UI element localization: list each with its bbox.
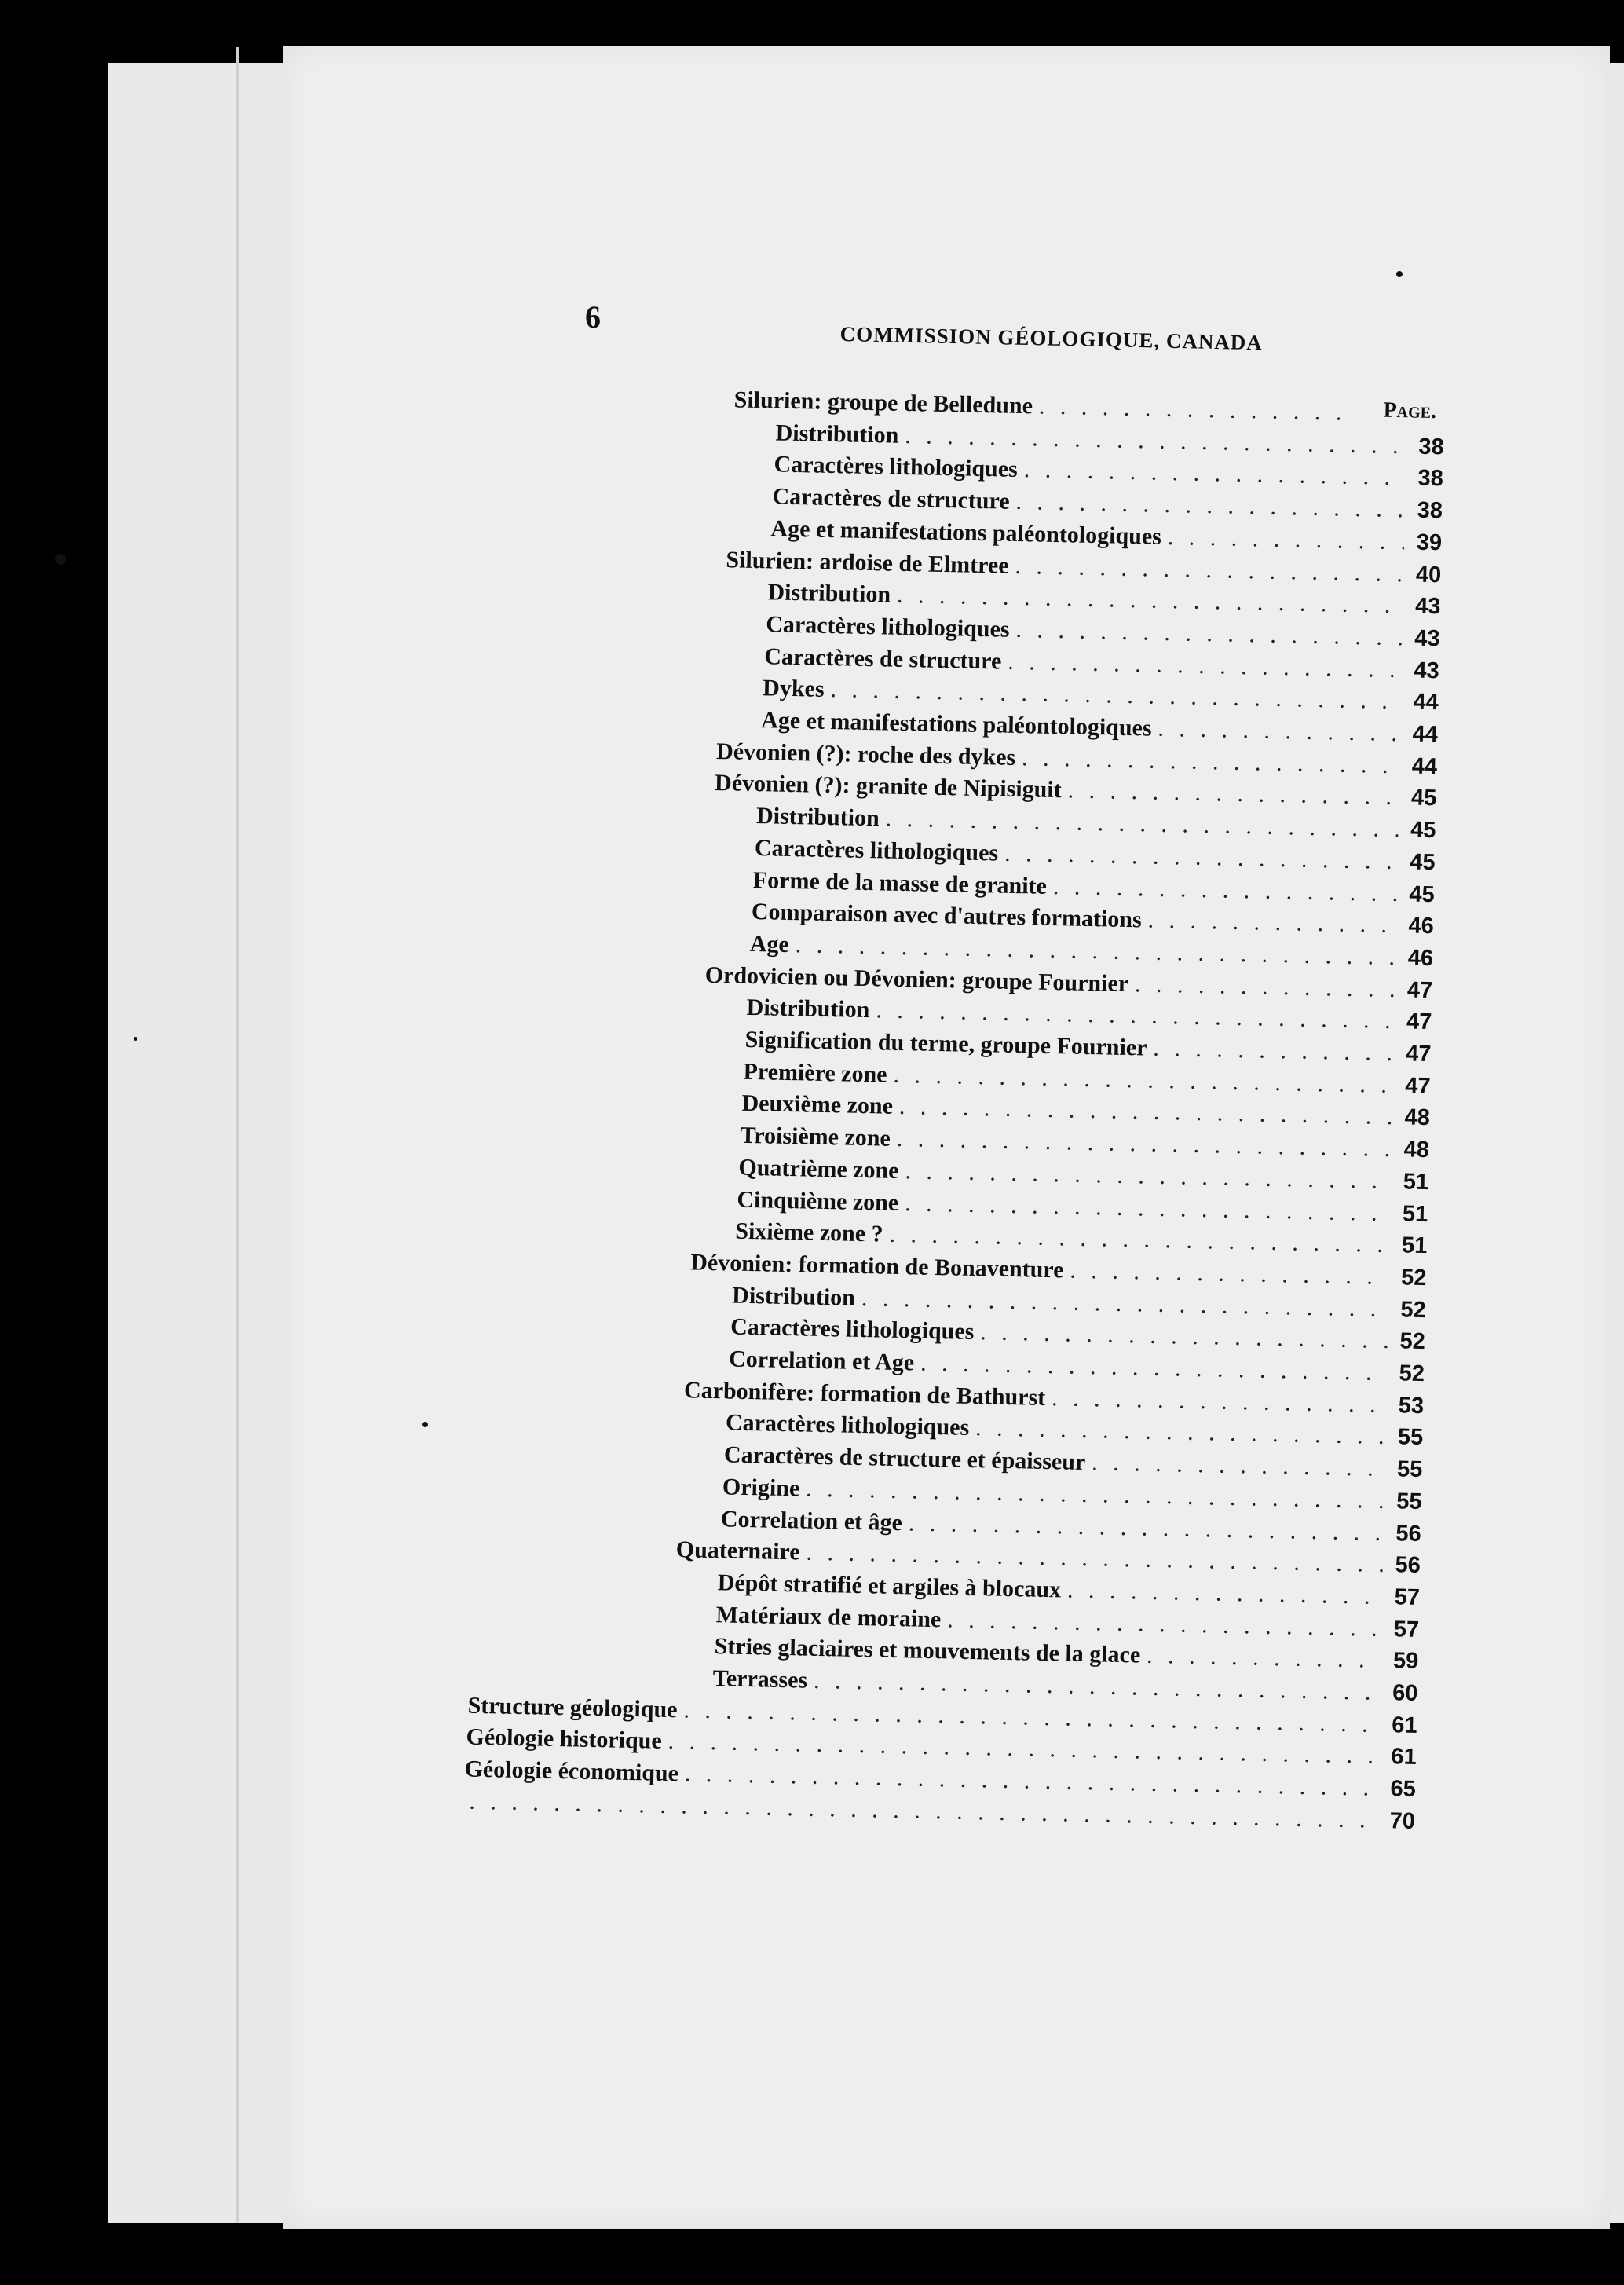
toc-entry-label: Correlation et Age [728,1346,915,1376]
toc-entry-page: 52 [1399,1360,1425,1387]
toc-entry-page: 56 [1395,1520,1422,1547]
toc-entry-label: Age et manifestations paléontologiques [770,515,1162,550]
toc-entry-label: Structure géologique [467,1692,678,1723]
leader-dots [1128,971,1395,1003]
toc-entry-label: Distribution [775,419,899,449]
toc-entry-label: Origine [722,1474,800,1502]
toc-entry-page: 55 [1396,1456,1423,1483]
leader-dots [1161,524,1405,555]
leader-dots [1147,1035,1394,1067]
toc-entry-page: 45 [1409,881,1436,907]
toc-entry-page: 57 [1393,1616,1420,1642]
toc-entry-label: Caractères de structure [772,483,1010,514]
toc-entry-label: Distribution [731,1282,856,1311]
page-number: 6 [585,299,601,335]
toc-entry-label: Matériaux de moraine [715,1601,942,1632]
toc-entry-page: 53 [1398,1393,1425,1419]
toc-entry-page: 43 [1414,625,1440,652]
toc-entry-page: 46 [1408,913,1435,939]
toc-entry-label: Distribution [746,994,870,1023]
running-head: COMMISSION GÉOLOGIQUE, CANADA [839,322,1264,355]
toc-entry-label: Dépôt stratifié et argiles à blocaux [717,1569,1062,1603]
leader-dots [1141,907,1396,939]
toc-entry-label: Terrasses [712,1665,808,1694]
leader-dots [1033,393,1352,427]
toc-entry-page: 51 [1402,1200,1428,1227]
toc-entry-page: 40 [1415,562,1442,588]
toc-entry-page: 52 [1400,1265,1427,1291]
toc-entry-page: 51 [1403,1169,1429,1195]
toc-entry-label: Stries glaciaires et mouvements de la glace [714,1633,1141,1668]
toc-entry-label: Cinquième zone [737,1186,899,1216]
toc-entry-label: Age et manifestations paléontologiques [760,707,1152,742]
toc-entry-page: 56 [1395,1552,1421,1579]
toc-entry-label: Géologie historique [466,1723,663,1755]
toc-entry-page: 55 [1395,1489,1422,1514]
toc-entry-label: Caractères lithologiques [754,834,999,866]
toc-entry-label: Géologie économique [464,1756,679,1787]
toc-entry-label: Ordovicien ou Dévonien: groupe Fournier [704,961,1129,997]
toc-entry-page: 44 [1412,721,1439,748]
toc-entry-label: Dévonien (?): granite de Nipisiguit [714,770,1063,804]
toc-entry-label: Signification du terme, groupe Fournier [744,1026,1147,1061]
toc-entry-page: 52 [1400,1296,1426,1323]
toc-entry-page: 55 [1397,1424,1424,1451]
toc-entry-page: 70 [1389,1808,1416,1834]
toc-entry-page: 45 [1410,785,1437,811]
leader-dots [1061,1576,1383,1610]
toc-entry-label: Sixième zone ? [735,1218,883,1247]
toc-entry-page: 60 [1392,1680,1418,1706]
toc-entry-page: 59 [1392,1648,1419,1675]
toc-entry-label: Carbonifère: formation de Bathurst [683,1376,1046,1411]
toc-entry-page: 43 [1414,657,1440,683]
toc-entry-page: 39 [1416,529,1443,556]
toc-entry-label: Quatrième zone [738,1154,899,1184]
toc-entry-page: 52 [1399,1328,1426,1355]
toc-entry-page [1406,421,1444,422]
toc-entry-page: 65 [1390,1776,1417,1803]
toc-entry-page: 38 [1417,497,1443,524]
toc-entry-label: Caractères de structure et épaisseur [723,1441,1086,1476]
toc-entry-label: Forme de la masse de granite [752,866,1048,899]
toc-entry-page: 47 [1406,977,1433,1003]
toc-entry-page: 51 [1401,1232,1428,1259]
toc-entry-label: Première zone [743,1058,887,1088]
toc-entry-page: 61 [1391,1744,1417,1771]
toc-entry-page: 48 [1404,1104,1431,1131]
leader-dots [1063,1257,1389,1291]
toc-entry-page: 44 [1413,689,1439,716]
toc-entry-page: 46 [1407,945,1434,972]
toc-entry-label: Age [749,930,790,958]
toc-entry-label: Caractères lithologiques [774,451,1019,483]
toc-entry-label: Caractères de structure [763,643,1002,675]
toc-entry-label: Distribution [767,579,891,608]
toc-entry-page: 44 [1411,753,1438,779]
toc-entry-page: 48 [1403,1137,1430,1163]
toc-entry-page: 45 [1410,817,1436,844]
toc-entry-page: 43 [1414,593,1441,620]
toc-entry-label: Correlation et âge [720,1505,903,1536]
toc-entry-label: Caractères lithologiques [766,611,1010,643]
page-column-label: Page. [1383,397,1437,424]
toc-entry-label: Quaternaire [675,1536,800,1565]
toc-entry-label: Silurien: ardoise de Elmtree [726,546,1009,579]
toc-entry-page: 47 [1405,1073,1431,1099]
toc-entry-label: Caractères lithologiques [725,1409,970,1441]
toc-entry-page: 47 [1406,1009,1432,1035]
leader-dots [1140,1642,1381,1674]
toc-entry-label: Distribution [755,803,880,832]
toc-entry-page: 45 [1409,849,1436,875]
toc-entry-label: Dykes [762,675,825,703]
toc-entry-page: 61 [1391,1712,1417,1738]
leader-dots [1085,1449,1385,1482]
leader-dots [1151,716,1400,748]
toc-entry-label: Dévonien: formation de Bonaventure [689,1249,1064,1283]
toc-entry-label: Troisième zone [740,1122,891,1152]
toc-entry-label: Caractères lithologiques [730,1313,975,1346]
toc-entry-label: Dévonien (?): roche des dykes [715,738,1016,771]
toc-entry-page: 47 [1405,1041,1432,1067]
toc-entry-label: Deuxième zone [741,1090,894,1120]
toc-entry-label: Silurien: groupe de Belledune [733,386,1033,419]
toc-entry-page: 57 [1394,1584,1421,1610]
toc-entry-page: 38 [1417,466,1444,492]
toc-entry-label: Comparaison avec d'autres formations [751,899,1143,933]
toc-entry-page: 38 [1418,434,1444,460]
